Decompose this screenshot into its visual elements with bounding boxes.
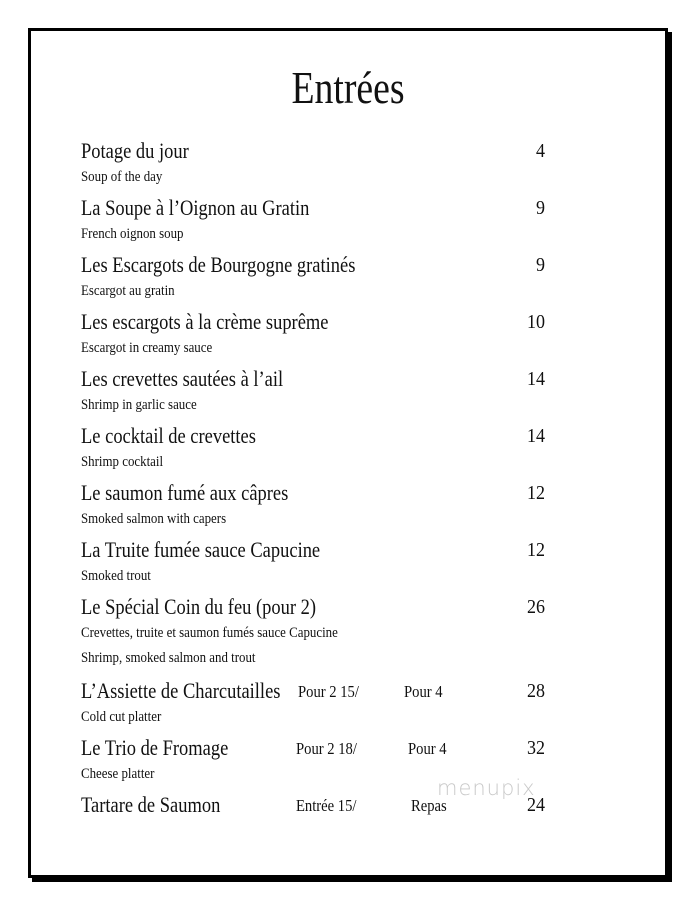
menu-item [31,252,665,309]
item-price: 9 [536,197,545,219]
item-description: Soup of the day [81,169,163,185]
item-description: Smoked trout [81,568,151,584]
page-title: Entrées [291,62,405,113]
item-name: Les Escargots de Bourgogne gratinés [81,252,356,277]
item-name: Le cocktail de crevettes [81,423,256,448]
item-name: La Truite fumée sauce Capucine [81,537,321,562]
item-option-large: Pour 4 [404,682,443,701]
item-description: Smoked salmon with capers [81,511,227,527]
menu-page [28,28,668,878]
item-name: Potage du jour [81,138,189,163]
item-price: 12 [527,482,545,504]
item-name: Les crevettes sautées à l’ail [81,366,284,391]
item-name: Le Spécial Coin du feu (pour 2) [81,594,317,619]
menu-item [31,735,665,792]
item-price: 32 [527,737,545,759]
item-price: 14 [527,425,545,447]
item-name: Le saumon fumé aux câpres [81,480,289,505]
item-name: Tartare de Saumon [81,792,221,817]
item-price: 28 [527,680,545,702]
menu-item [31,678,665,735]
menu-item [31,594,665,676]
item-name: Les escargots à la crème suprême [81,309,329,334]
menu-item [31,138,665,195]
item-description: Cheese platter [81,766,155,782]
menu-item [31,195,665,252]
menu-item [31,423,665,480]
menu-item [31,309,665,366]
menu-item [31,480,665,537]
item-price: 14 [527,368,545,390]
item-name: La Soupe à l’Oignon au Gratin [81,195,310,220]
item-name: Le Trio de Fromage [81,735,229,760]
item-price: 26 [527,596,545,618]
item-price: 9 [536,254,545,276]
item-description: French oignon soup [81,226,184,242]
item-price: 10 [527,311,545,333]
item-name: L’Assiette de Charcutailles [81,678,281,703]
item-price: 12 [527,539,545,561]
menu-item [31,537,665,594]
item-description: Escargot in creamy sauce [81,340,213,356]
watermark-logo: menupix [437,776,536,800]
item-price: 24 [527,794,545,816]
item-option-large: Repas [411,796,447,815]
item-option-small: Entrée 15/ [296,796,357,815]
item-description: Escargot au gratin [81,283,175,299]
item-description-english: Shrimp, smoked salmon and trout [81,650,256,666]
item-description: Cold cut platter [81,709,162,725]
item-option-small: Pour 2 15/ [298,682,359,701]
item-description: Shrimp in garlic sauce [81,397,197,413]
item-price: 4 [536,140,545,162]
item-option-small: Pour 2 18/ [296,739,357,758]
item-description: Crevettes, truite et saumon fumés sauce Capucine [81,625,338,641]
menu-item [31,366,665,423]
item-option-large: Pour 4 [408,739,447,758]
item-description: Shrimp cocktail [81,454,164,470]
menu-item [31,792,665,849]
